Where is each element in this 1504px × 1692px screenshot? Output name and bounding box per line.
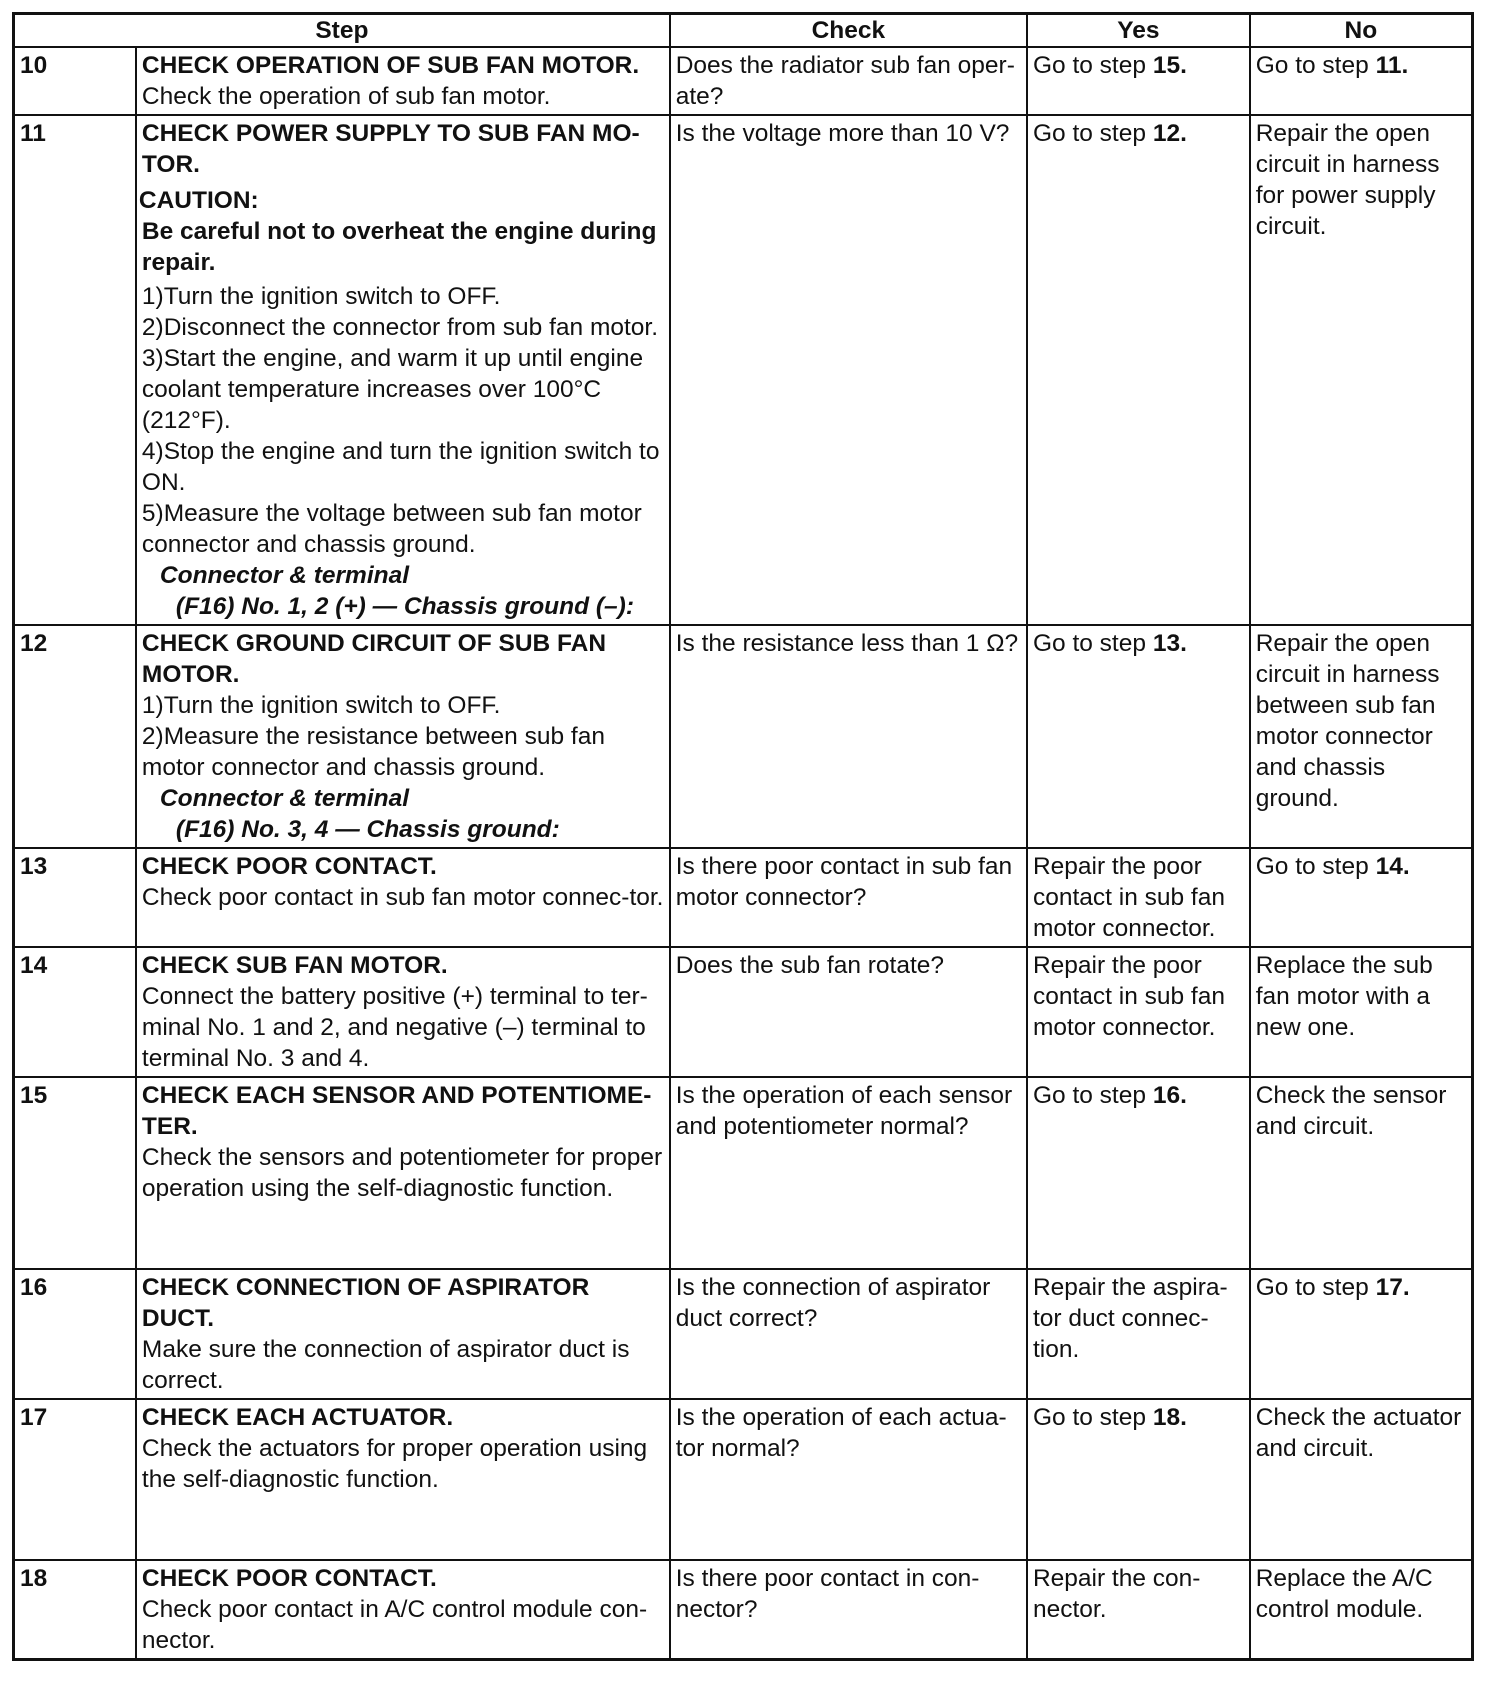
- yes-cell: Repair the poor contact in sub fan motor connector.: [1027, 947, 1250, 1077]
- connector-terminal-value: (F16) No. 1, 2 (+) — Chassis ground (–):: [175, 593, 634, 620]
- step-title: CHECK OPERATION OF SUB FAN MOTOR.: [141, 52, 640, 79]
- step-title: CHECK SUB FAN MOTOR.: [141, 952, 448, 979]
- connector-terminal-label: Connector & terminal: [159, 785, 410, 812]
- step-cell: [136, 848, 670, 947]
- step-number: 18: [14, 1560, 136, 1660]
- header-row: [14, 14, 1473, 48]
- yes-cell: Repair the con-nector.: [1027, 1560, 1250, 1660]
- caution-label: CAUTION:: [138, 187, 259, 214]
- table-row: [14, 1269, 1473, 1399]
- yes-step-ref[interactable]: 15.: [1152, 52, 1187, 79]
- procedure-step: 4)Stop the engine and turn the ignition switch to ON.: [141, 438, 660, 496]
- step-title: CHECK POOR CONTACT.: [141, 1565, 437, 1592]
- step-cell: [136, 1560, 670, 1660]
- check-cell: Is the operation of each actua-tor normal?: [670, 1399, 1027, 1560]
- step-body: Check the operation of sub fan motor.: [141, 83, 551, 110]
- no-cell: Check the sensor and circuit.: [1250, 1077, 1473, 1269]
- yes-text: Go to step: [1032, 52, 1153, 79]
- no-cell: [1250, 848, 1473, 947]
- check-cell: Is there poor contact in sub fan motor connector?: [670, 848, 1027, 947]
- step-body: Check the sensors and potentiometer for proper operation using the self-diagnostic function.: [141, 1144, 663, 1202]
- no-cell: Check the actuator and circuit.: [1250, 1399, 1473, 1560]
- yes-cell: [1027, 47, 1250, 115]
- table-row: [14, 1399, 1473, 1560]
- yes-cell: Repair the aspira-tor duct connec-tion.: [1027, 1269, 1250, 1399]
- step-cell: [136, 947, 670, 1077]
- step-number: 14: [14, 947, 136, 1077]
- step-cell: [136, 1399, 670, 1560]
- yes-cell: [1027, 1077, 1250, 1269]
- step-cell: [136, 47, 670, 115]
- no-text: Go to step: [1255, 853, 1376, 880]
- step-number: 17: [14, 1399, 136, 1560]
- step-number: 11: [14, 115, 136, 625]
- table-row: [14, 1077, 1473, 1269]
- no-cell: [1250, 47, 1473, 115]
- procedure-step: 1)Turn the ignition switch to OFF.: [141, 692, 501, 719]
- procedure-step: 3)Start the engine, and warm it up until engine coolant temperature increases over 100°C (212°F).: [141, 345, 644, 434]
- connector-terminal-label: Connector & terminal: [159, 562, 410, 589]
- step-number: 16: [14, 1269, 136, 1399]
- yes-cell: [1027, 115, 1250, 625]
- step-title: CHECK CONNECTION OF ASPIRATOR DUCT.: [141, 1274, 590, 1332]
- step-body: Check poor contact in A/C control module con-nector.: [141, 1596, 648, 1654]
- yes-step-ref[interactable]: 12.: [1152, 120, 1187, 147]
- yes-step-ref[interactable]: 18.: [1152, 1404, 1187, 1431]
- yes-text: Go to step: [1032, 1404, 1153, 1431]
- procedure-step: 1)Turn the ignition switch to OFF.: [141, 283, 501, 310]
- no-cell: Repair the open circuit in harness between sub fan motor connector and chassis ground.: [1250, 625, 1473, 848]
- check-cell: Does the radiator sub fan oper-ate?: [670, 47, 1027, 115]
- check-cell: Is the voltage more than 10 V?: [670, 115, 1027, 625]
- no-step-ref[interactable]: 17.: [1375, 1274, 1410, 1301]
- header-no: No: [1250, 14, 1473, 48]
- step-cell: [136, 1077, 670, 1269]
- step-title: CHECK POOR CONTACT.: [141, 853, 437, 880]
- table-row: [14, 848, 1473, 947]
- step-number: 13: [14, 848, 136, 947]
- step-body: Connect the battery positive (+) terminal to ter-minal No. 1 and 2, and negative (–) terminal to terminal No. 3 and 4.: [141, 983, 648, 1072]
- no-cell: Replace the sub fan motor with a new one.: [1250, 947, 1473, 1077]
- no-cell: Replace the A/C control module.: [1250, 1560, 1473, 1660]
- table-row: [14, 47, 1473, 115]
- step-title: CHECK EACH ACTUATOR.: [141, 1404, 454, 1431]
- step-body: Check the actuators for proper operation using the self-diagnostic function.: [141, 1435, 648, 1493]
- yes-text: Go to step: [1032, 120, 1153, 147]
- connector-terminal-value: (F16) No. 3, 4 — Chassis ground:: [175, 816, 560, 843]
- no-step-ref[interactable]: 11.: [1375, 52, 1409, 79]
- caution-text: Be careful not to overheat the engine during repair.: [141, 218, 657, 276]
- procedure-step: 5)Measure the voltage between sub fan motor connector and chassis ground.: [141, 500, 642, 558]
- header-step: Step: [14, 14, 670, 48]
- table-row: [14, 625, 1473, 848]
- no-step-ref[interactable]: 14.: [1375, 853, 1410, 880]
- check-cell: Is there poor contact in con-nector?: [670, 1560, 1027, 1660]
- table-row: [14, 115, 1473, 625]
- step-title: CHECK POWER SUPPLY TO SUB FAN MO-TOR.: [141, 120, 640, 178]
- step-number: 12: [14, 625, 136, 848]
- step-body: Make sure the connection of aspirator duct is correct.: [141, 1336, 630, 1394]
- yes-text: Go to step: [1032, 630, 1153, 657]
- check-cell: Is the resistance less than 1 Ω?: [670, 625, 1027, 848]
- yes-text: Go to step: [1032, 1082, 1153, 1109]
- yes-cell: [1027, 625, 1250, 848]
- check-cell: Is the operation of each sensor and potentiometer normal?: [670, 1077, 1027, 1269]
- no-cell: [1250, 1269, 1473, 1399]
- step-cell: [136, 625, 670, 848]
- header-check: Check: [670, 14, 1027, 48]
- check-cell: Does the sub fan rotate?: [670, 947, 1027, 1077]
- step-number: 10: [14, 47, 136, 115]
- yes-step-ref[interactable]: 16.: [1152, 1082, 1187, 1109]
- diagnostic-table: [12, 12, 1474, 1661]
- step-title: CHECK GROUND CIRCUIT OF SUB FAN MOTOR.: [141, 630, 607, 688]
- no-cell: Repair the open circuit in harness for power supply circuit.: [1250, 115, 1473, 625]
- yes-step-ref[interactable]: 13.: [1152, 630, 1187, 657]
- table-row: [14, 947, 1473, 1077]
- procedure-step: 2)Measure the resistance between sub fan motor connector and chassis ground.: [141, 723, 605, 781]
- no-text: Go to step: [1255, 52, 1376, 79]
- check-cell: Is the connection of aspirator duct correct?: [670, 1269, 1027, 1399]
- no-text: Go to step: [1255, 1274, 1376, 1301]
- header-yes: Yes: [1027, 14, 1250, 48]
- step-number: 15: [14, 1077, 136, 1269]
- table-row: [14, 1560, 1473, 1660]
- step-title: CHECK EACH SENSOR AND POTENTIOME-TER.: [141, 1082, 652, 1140]
- step-cell: [136, 115, 670, 625]
- procedure-step: 2)Disconnect the connector from sub fan motor.: [141, 314, 659, 341]
- step-cell: [136, 1269, 670, 1399]
- yes-cell: Repair the poor contact in sub fan motor connector.: [1027, 848, 1250, 947]
- yes-cell: [1027, 1399, 1250, 1560]
- step-body: Check poor contact in sub fan motor connec-tor.: [141, 884, 664, 911]
